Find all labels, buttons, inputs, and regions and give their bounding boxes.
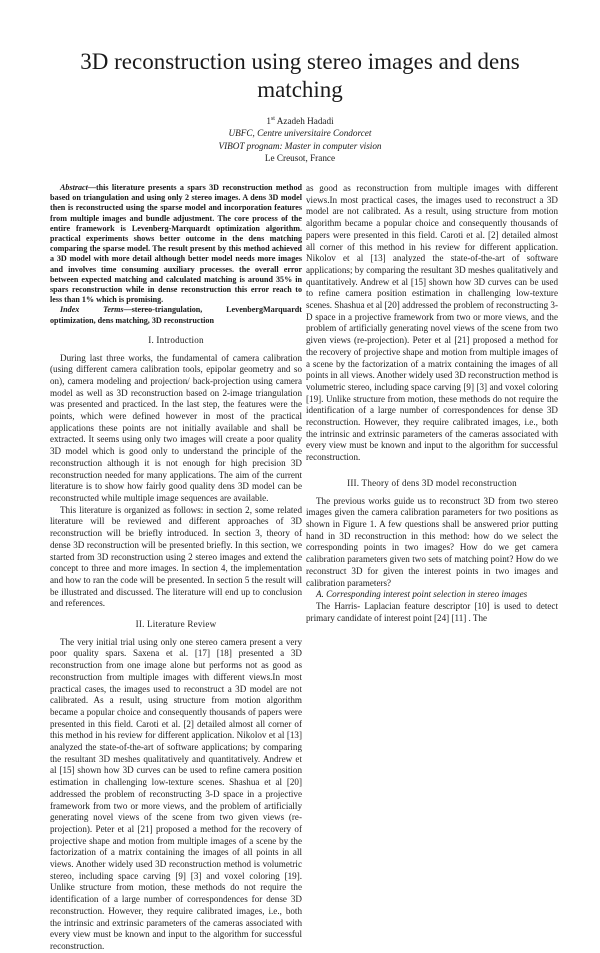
author-index-suffix: st bbox=[270, 115, 275, 122]
author-affiliation-2: VIBOT prognam: Master in computer vision bbox=[218, 140, 382, 151]
abstract bbox=[50, 183, 302, 305]
section-heading-theory: III. Theory of dens 3D model reconstruction bbox=[347, 477, 517, 488]
review-paragraph-1: The very initial trial using only one stereo camera present a very poor quality spars. Saxena et al. [17] [18] presented a 3D reconstruction from one image alone but performs not as good as reconstruction from multiple images with different views.In most practical cases, the images used to reconstruct a 3D model are not calibrated. As a result, using structure from motion algorithm became a popular choice and consequently thousands of papers were presented in this field. Caroti et al. [2] detailed almost all corner of this method in his review for different application. Nikolov et al [13] analyzed the state-of-the-art of software applications; by comparing the resultant 3D meshes qualitatively and quantitatively. Andrew et al [15] shown how 3D curves can be used to refine camera position estimation in challenging low-texture scenes. Shashua et al [20] addressed the problem of reconstructing 3-D space in a projective framework from two or more views, and the problem of artificially generating novel views of the scene from two given views (re-projection). Peter et al [21] proposed a method for the recovery of projective shape and motion from multiple images of a scene by the factorization of a matrix containing the images of all points in all views. Another widely used 3D reconstruction method is volumetric stereo, including space carving [9] [3] and voxel coloring [19]. Unlike structure from motion, these methods do not require the identification of a large number of correspondences for dense 3D reconstruction. However, they require calibrated images, i.e., both the intrinsic and extrinsic parameters of the cameras associated with every view must be known and input to the algorithm for successful reconstruction. bbox=[50, 636, 302, 951]
intro-paragraph-2: This literature is organized as follows: in section 2, some related literature will be reviewed and different approaches of 3D reconstruction will be briefly introduced. In section 3, theory of dense 3D reconstruction will be presented briefly. In this section, we started from 3D reconstruction using 2 stereo images and extend the concept to three and more images. In section 4, the implementation and how to ran the code will be presented. In section 5 the result will be illustrated and discussed. The literature will end up to conclusion and references. bbox=[50, 504, 302, 609]
theory-paragraph-1: The previous works guide us to reconstruct 3D from two stereo images given the camera calibration parameters for two positions as shown in Figure 1. A few questions shall be answered prior putting hand in 3D reconstruction in this method: how do we select the corresponding points in two images? How do we get camera calibration parameters given two sets of matching point? How do we reconstruct 3D for given the interest points in two images and calibration parameters? bbox=[306, 495, 558, 588]
right-column bbox=[306, 183, 558, 624]
author-name-line bbox=[40, 115, 560, 127]
index-terms-text: —stereo-triangulation, LevenbergMarquardt optimization, dens matching, 3D reconstruction bbox=[50, 305, 302, 325]
left-column bbox=[50, 183, 302, 951]
subsection-heading-a: A. Corresponding interest point selection in stereo images bbox=[316, 589, 528, 600]
section-heading-introduction: I. Introduction bbox=[148, 334, 204, 345]
author-block bbox=[40, 115, 560, 165]
author-index: 1 bbox=[266, 116, 271, 126]
author-affiliation-1: UBFC, Centre universitaire Condorcet bbox=[228, 128, 372, 139]
abstract-label: Abstract bbox=[60, 183, 88, 192]
paper-title: 3D reconstruction using stereo images and dens matching bbox=[80, 49, 520, 102]
section-heading-literature-review: II. Literature Review bbox=[135, 619, 217, 630]
index-terms bbox=[50, 305, 302, 325]
intro-paragraph-1: During last three works, the fundamental of camera calibration (using different camera calibration tools, epipolar geometry and so on), camera modeling and projection/ back-projection using camera model as well as 3D reconstruction based on 2-image triangulation was presented and practiced. In the last step, the features were the points, which were defined however in most of the practical applications these points are not initially available and shall be extracted. It seems using only two images will create a poor quality 3D model which is good only to understand the principle of the reconstruction although it is not enough for high precision 3D reconstruction needed for many applications. The aim of the current literature is to show how fairly good quality dens 3D model can be reconstructed while multiple image sequences are available. bbox=[50, 352, 302, 503]
author-name: Azadeh Hadadi bbox=[276, 116, 334, 126]
review-paragraph-continued: as good as reconstruction from multiple images with different views.In most practical cases, the images used to reconstruct a 3D model are not calibrated. As a result, using structure from motion algorithm became a popular choice and consequently thousands of papers were presented in this field. Caroti et al. [2] detailed almost all corner of this method in his review for different application. Nikolov et al [13] analyzed the state-of-the-art of software applications; by comparing the resultant 3D meshes qualitatively and quantitatively. Andrew et al [15] shown how 3D curves can be used to refine camera position estimation in challenging low-texture scenes. Shashua et al [20] addressed the problem of reconstructing 3-D space in a projective framework from two or more views, and the problem of artificially generating novel views of the scene from two given views (re-projection). Peter et al [21] proposed a method for the recovery of projective shape and motion from multiple images of a scene by the factorization of a matrix containing the images of all points in all views. Another widely used 3D reconstruction method is volumetric stereo, including space carving [9] [3] and voxel coloring [19]. Unlike structure from motion, these methods do not require the identification of a large number of correspondences for dense 3D reconstruction. However, they require calibrated images, i.e., both the intrinsic and extrinsic parameters of the cameras associated with every view must be known and input to the algorithm for successful reconstruction. bbox=[306, 183, 558, 463]
index-terms-label: Index Terms bbox=[60, 305, 124, 315]
subsection-a-paragraph-1: The Harris- Laplacian feature descriptor [10] is used to detect primary candidate of interest point [24] [11] . The bbox=[306, 600, 558, 623]
author-location: Le Creusot, France bbox=[264, 153, 336, 164]
abstract-text: —this literature presents a spars 3D reconstruction method based on triangulation and using only 2 stereo images. A dens 3D model then is reconstructed using the sparse model and incorporation features from multiple images and bundle adjustment. The core process of the entire framework is Levenberg-Marquardt optimization algorithm. practical experiments shows better outcome in the dens matching comparing the sparse model. The result present by this method achieved a 3D model with more detail although better model needs more images and involves time consuming auxiliary processes. the overall error between expected matching and calculated matching is around 35% in spars reconstruction while in dense reconstruction this error reach to less than 1% which is promising. bbox=[50, 183, 302, 305]
